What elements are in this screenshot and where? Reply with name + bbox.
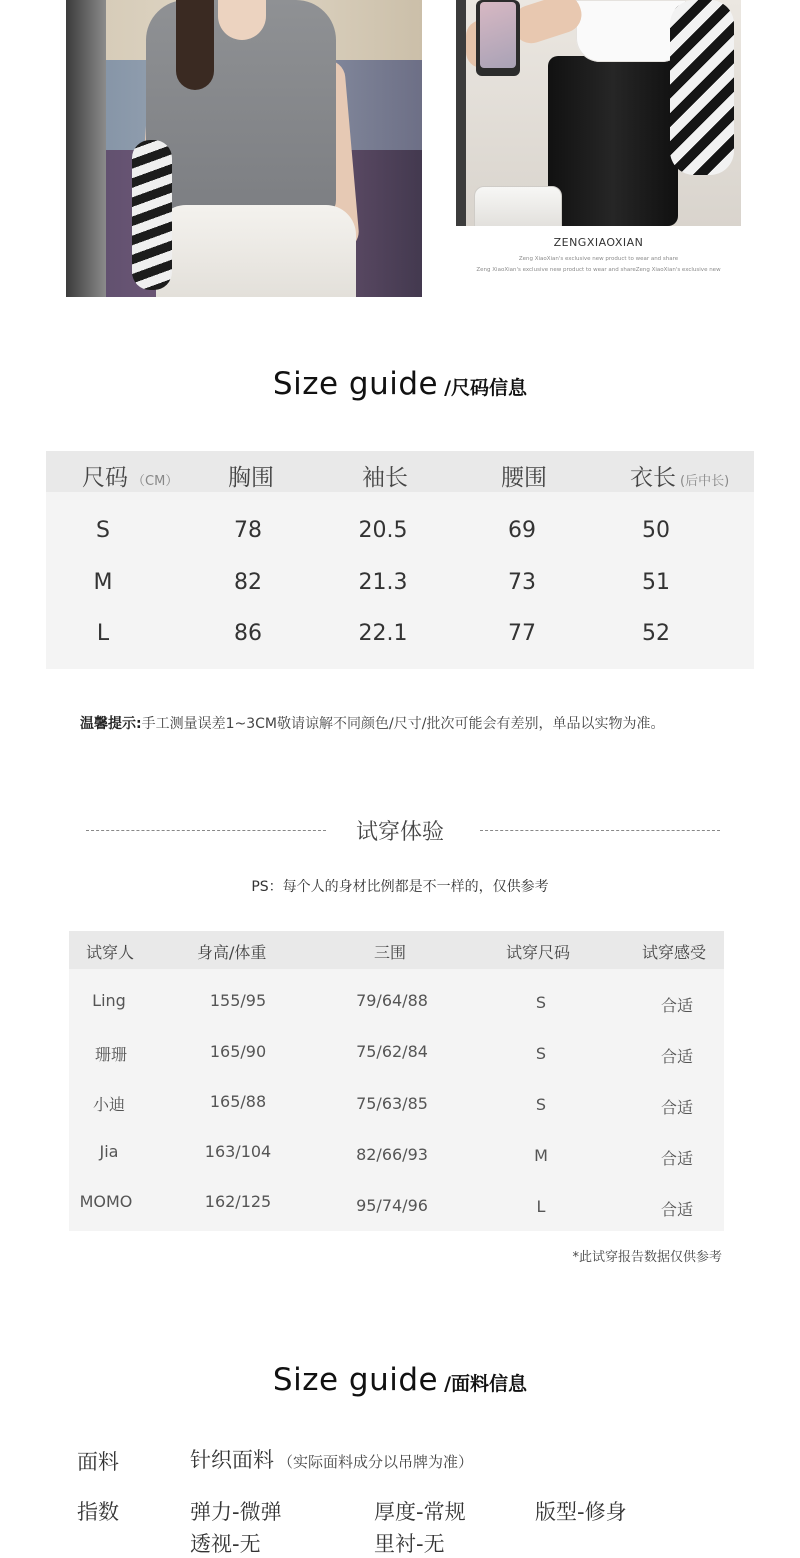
- heading-title: Size guide: [272, 1362, 439, 1398]
- table-cell: S: [96, 518, 110, 543]
- col-tryon-size: 试穿尺码: [506, 943, 571, 962]
- notice-text: 手工测量误差1~3CM敬请谅解不同颜色/尺寸/批次可能会有差别，单品以实物为准。: [141, 716, 665, 732]
- col-size: 尺码 （CM）: [82, 465, 179, 491]
- table-cell: 合适: [660, 1200, 693, 1219]
- table-cell: M: [534, 1146, 548, 1165]
- table-cell: 小迪: [92, 1095, 125, 1114]
- table-cell: Ling: [92, 991, 126, 1010]
- tryon-ps: PS：每个人的身材比例都是不一样的，仅供参考: [251, 879, 549, 895]
- table-cell: 合适: [660, 1098, 693, 1117]
- black-pants: [548, 56, 678, 226]
- tryon-table-header: [69, 931, 724, 969]
- table-cell: 78: [234, 518, 262, 543]
- measurement-notice: [80, 713, 664, 733]
- table-cell: 165/90: [209, 1042, 267, 1061]
- col-measurements: 三围: [374, 943, 407, 962]
- index-transparency: 透视-无: [190, 1532, 261, 1556]
- index-lining: 里衬-无: [374, 1532, 445, 1556]
- table-cell: 82/66/93: [356, 1145, 428, 1164]
- index-elasticity: 弹力-微弹: [190, 1500, 282, 1524]
- table-cell: 163/104: [204, 1142, 272, 1161]
- table-cell: 合适: [660, 1047, 693, 1066]
- table-cell: 69: [508, 518, 536, 543]
- table-cell: 50: [642, 518, 670, 543]
- col-chest: 胸围: [228, 465, 274, 491]
- model-photo-right: [456, 0, 741, 226]
- table-cell: 86: [234, 621, 262, 646]
- fabric-label: 面料: [77, 1450, 119, 1474]
- table-cell: 95/74/96: [356, 1196, 428, 1215]
- index-fit: 版型-修身: [535, 1500, 627, 1524]
- table-cell: 155/95: [209, 991, 267, 1010]
- col-waist: 腰围: [501, 465, 547, 491]
- table-cell: 22.1: [358, 621, 408, 646]
- size-table: [46, 451, 754, 669]
- col-length: 衣长 (后中长): [630, 465, 730, 491]
- table-cell: 51: [642, 570, 670, 595]
- table-cell: M: [93, 570, 113, 595]
- fabric-value: 针织面料 （实际面料成分以吊牌为准）: [190, 1448, 474, 1472]
- col-feeling: 试穿感受: [642, 943, 707, 962]
- size-guide-heading: [0, 366, 800, 402]
- table-cell: MOMO: [79, 1192, 133, 1211]
- table-cell: 82: [234, 570, 262, 595]
- table-cell: 165/88: [209, 1092, 267, 1111]
- tryon-title: 试穿体验: [355, 820, 444, 845]
- table-cell: 75/62/84: [356, 1042, 428, 1061]
- table-cell: 79/64/88: [356, 991, 428, 1010]
- heading-title: Size guide: [272, 366, 439, 402]
- table-cell: L: [536, 1197, 546, 1216]
- table-cell: 合适: [660, 1149, 693, 1168]
- table-cell: 20.5: [358, 518, 408, 543]
- divider-left: [86, 830, 326, 831]
- table-cell: S: [535, 1044, 547, 1063]
- table-cell: L: [96, 621, 110, 646]
- table-cell: S: [535, 1095, 547, 1114]
- col-height-weight: 身高/体重: [197, 943, 267, 962]
- divider-right: [480, 830, 720, 831]
- size-table-header: [46, 451, 754, 492]
- tryon-table: [69, 931, 724, 1231]
- heading-subtitle: /面料信息: [444, 1373, 528, 1395]
- index-thickness: 厚度-常规: [374, 1500, 466, 1524]
- brand-tagline: Zeng XiaoXian's exclusive new product to wear and share: [518, 256, 679, 262]
- table-cell: 52: [642, 621, 670, 646]
- table-cell: 77: [508, 621, 536, 646]
- striped-bag: [132, 140, 172, 290]
- table-cell: 珊珊: [94, 1045, 127, 1064]
- index-label: 指数: [77, 1500, 119, 1524]
- table-cell: 73: [508, 570, 536, 595]
- table-cell: 21.3: [358, 570, 408, 595]
- striped-bag: [670, 0, 734, 175]
- table-cell: 合适: [660, 996, 693, 1015]
- brand-tagline: Zeng XiaoXian's exclusive new product to wear and shareZeng XiaoXian's exclusive new: [476, 267, 721, 273]
- white-skirt: [156, 205, 356, 297]
- table-cell: 75/63/85: [356, 1094, 428, 1113]
- table-cell: Jia: [99, 1142, 119, 1161]
- brand-name: ZENGXIAOXIAN: [553, 236, 644, 249]
- table-cell: 162/125: [204, 1192, 272, 1211]
- table-cell: S: [535, 993, 547, 1012]
- col-person: 试穿人: [86, 943, 135, 962]
- tryon-footnote: *此试穿报告数据仅供参考: [572, 1250, 722, 1265]
- heading-subtitle: /尺码信息: [444, 377, 528, 399]
- fabric-guide-heading: [0, 1362, 800, 1398]
- col-sleeve: 袖长: [362, 465, 408, 491]
- notice-label: 温馨提示:: [80, 716, 142, 732]
- suitcase: [474, 186, 562, 226]
- model-photo-left: [66, 0, 422, 297]
